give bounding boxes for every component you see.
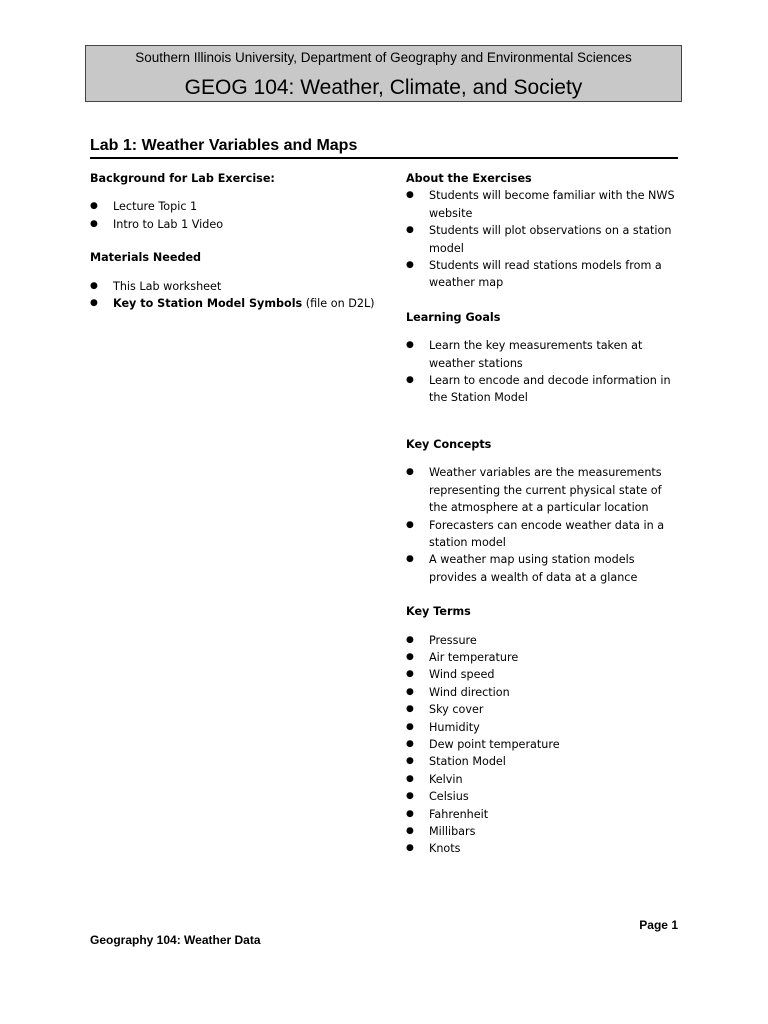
list-item: ● Lecture Topic 1 (90, 198, 380, 215)
list-item: ● Air temperature (406, 649, 680, 666)
list-item: ● Humidity (406, 719, 680, 736)
lab-title: Lab 1: Weather Variables and Maps (90, 136, 678, 159)
terms-heading: Key Terms (406, 605, 471, 619)
list-item: ● Kelvin (406, 771, 680, 788)
list-item: ● Station Model (406, 753, 680, 770)
document-header (85, 45, 682, 102)
list-item: ● Dew point temperature (406, 736, 680, 753)
list-item: ● Learn the key measurements taken at weather stations (406, 337, 680, 372)
terms-list (406, 632, 680, 858)
goals-list (406, 337, 680, 407)
goals-heading: Learning Goals (406, 310, 501, 324)
concepts-heading: Key Concepts (406, 437, 492, 451)
right-column (406, 170, 680, 858)
list-item: ● Intro to Lab 1 Video (90, 216, 380, 233)
list-item: ● Celsius (406, 788, 680, 805)
materials-key-rest: (file on D2L) (302, 297, 375, 311)
footer-title: Geography 104: Weather Data (90, 933, 261, 947)
list-item: ● Students will become familiar with the NWS website (406, 187, 680, 222)
list-item: ● Pressure (406, 632, 680, 649)
course-title: GEOG 104: Weather, Climate, and Society (184, 76, 583, 99)
page-number: Page 1 (639, 918, 678, 932)
list-item: ● Learn to encode and decode information in the Station Model (406, 372, 680, 407)
concepts-list (406, 464, 680, 586)
list-item: ● Students will plot observations on a station model (406, 222, 680, 257)
list-item: ● Forecasters can encode weather data in a station model (406, 517, 680, 552)
background-heading: Background for Lab Exercise: (90, 172, 275, 185)
list-item: ● Weather variables are the measurements representing the current physical state of the atmosphere at a particular location (406, 464, 680, 516)
list-item: ● Students will read stations models from a weather map (406, 257, 680, 292)
about-heading: About the Exercises (406, 172, 532, 185)
materials-list (90, 278, 380, 313)
list-item: ● Sky cover (406, 701, 680, 718)
list-item: ● Wind speed (406, 666, 680, 683)
list-item: ● Fahrenheit (406, 806, 680, 823)
background-list (90, 198, 380, 233)
list-item: ● Millibars (406, 823, 680, 840)
materials-heading: Materials Needed (90, 251, 202, 265)
list-item (90, 295, 380, 312)
list-item: ● Knots (406, 840, 680, 857)
left-column (90, 170, 380, 312)
about-list (406, 187, 680, 291)
institution-line: Southern Illinois University, Department of Geography and Environmental Sciences (135, 50, 632, 65)
list-item: ● Wind direction (406, 684, 680, 701)
materials-key-bold: Key to Station Model Symbols (113, 297, 303, 311)
list-item: ● A weather map using station models provides a wealth of data at a glance (406, 551, 680, 586)
list-item: ● This Lab worksheet (90, 278, 380, 295)
